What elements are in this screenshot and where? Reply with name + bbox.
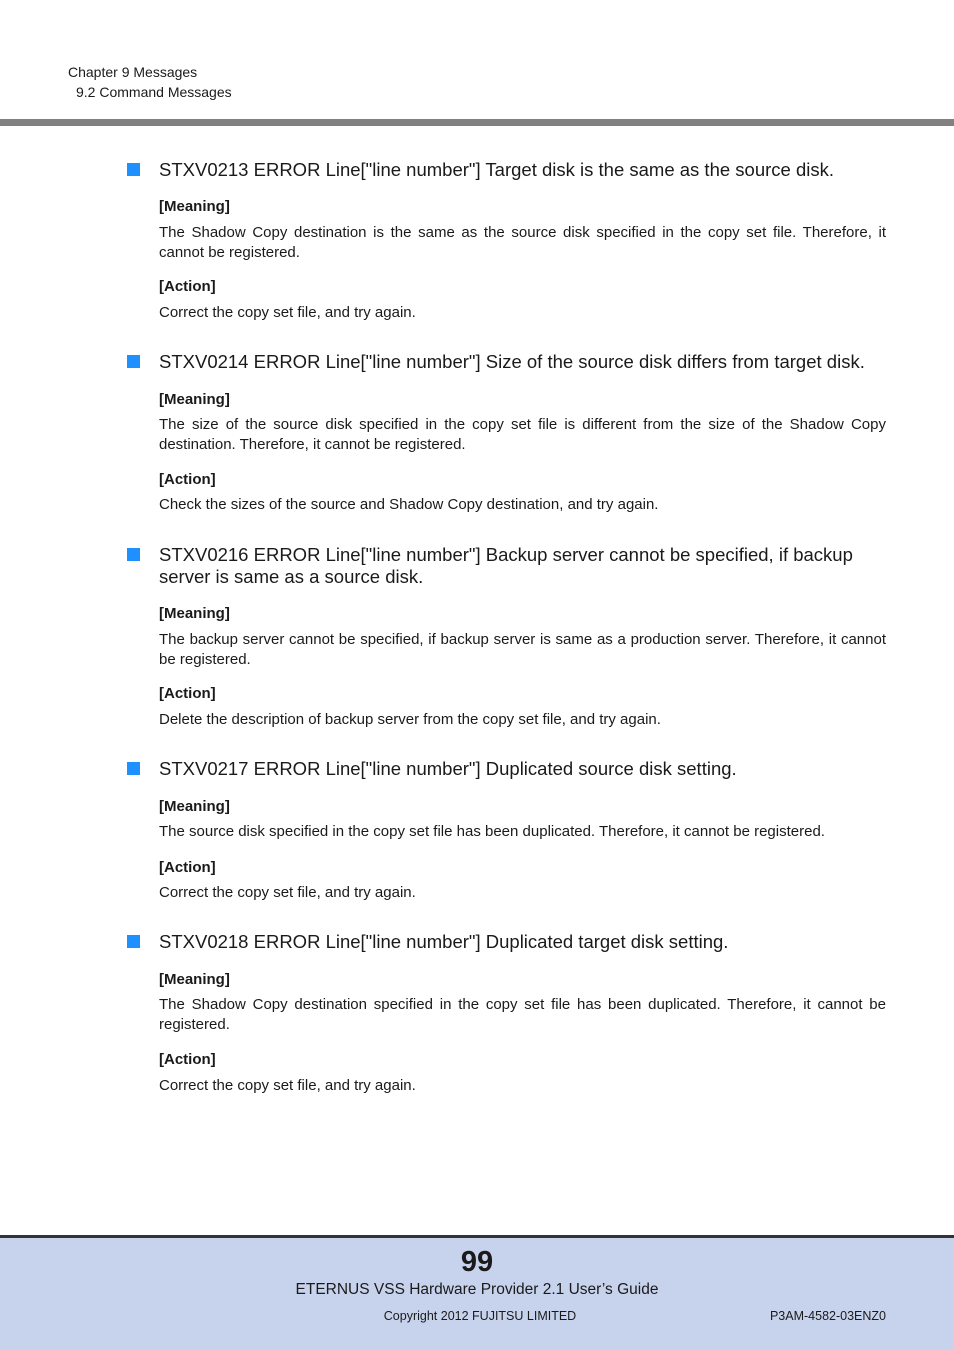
action-label: [Action] [159,859,216,876]
meaning-text: The Shadow Copy destination is the same as the source disk specified in the copy set file. Therefore, it cannot be registered. [159,224,886,261]
message-title: STXV0214 ERROR Line["line number"] Size of the source disk differs from target disk. [159,351,865,372]
page-header [0,0,954,128]
message-title: STXV0216 ERROR Line["line number"] Backup server cannot be specified, if backup server is same as a source disk. [159,544,853,587]
action-text: Check the sizes of the source and Shadow Copy destination, and try again. [159,496,659,513]
meaning-text: The source disk specified in the copy set file has been duplicated. Therefore, it cannot be registered. [159,823,825,840]
action-text: Correct the copy set file, and try again. [159,304,416,321]
copyright-notice: Copyright 2012 FUJITSU LIMITED [383,1309,577,1323]
meaning-label: [Meaning] [159,198,230,215]
chapter-label: Chapter 9 Messages [68,64,198,80]
document-id: P3AM-4582-03ENZ0 [769,1309,886,1323]
action-label: [Action] [159,1051,216,1068]
action-label: [Action] [159,685,216,702]
action-text: Correct the copy set file, and try again. [159,1077,416,1094]
page-number: 99 [460,1246,494,1278]
action-text: Correct the copy set file, and try again. [159,884,416,901]
meaning-label: [Meaning] [159,798,230,815]
section-label: 9.2 Command Messages [76,84,232,100]
message-title: STXV0213 ERROR Line["line number"] Target disk is the same as the source disk. [159,159,834,180]
page-footer [0,1235,954,1350]
action-label: [Action] [159,471,216,488]
action-text: Delete the description of backup server from the copy set file, and try again. [159,711,661,728]
square-bullet-icon [127,762,140,775]
square-bullet-icon [127,548,140,561]
meaning-label: [Meaning] [159,391,230,408]
meaning-text: The backup server cannot be specified, if backup server is same as a production server. Therefore, it cannot be registered. [159,631,886,668]
square-bullet-icon [127,935,140,948]
meaning-text: The size of the source disk specified in the copy set file is different from the size of the Shadow Copy destination. Therefore, it cannot be registered. [159,416,886,453]
square-bullet-icon [127,163,140,176]
meaning-label: [Meaning] [159,605,230,622]
message-title: STXV0218 ERROR Line["line number"] Duplicated target disk setting. [159,931,729,952]
footer-divider [0,1235,954,1238]
meaning-text: The Shadow Copy destination specified in the copy set file has been duplicated. Therefore, it cannot be registered. [159,996,886,1033]
action-label: [Action] [159,278,216,295]
document-title: ETERNUS VSS Hardware Provider 2.1 User’s Guide [295,1281,659,1298]
header-divider [0,119,954,126]
meaning-label: [Meaning] [159,971,230,988]
message-title: STXV0217 ERROR Line["line number"] Duplicated source disk setting. [159,758,737,779]
square-bullet-icon [127,355,140,368]
